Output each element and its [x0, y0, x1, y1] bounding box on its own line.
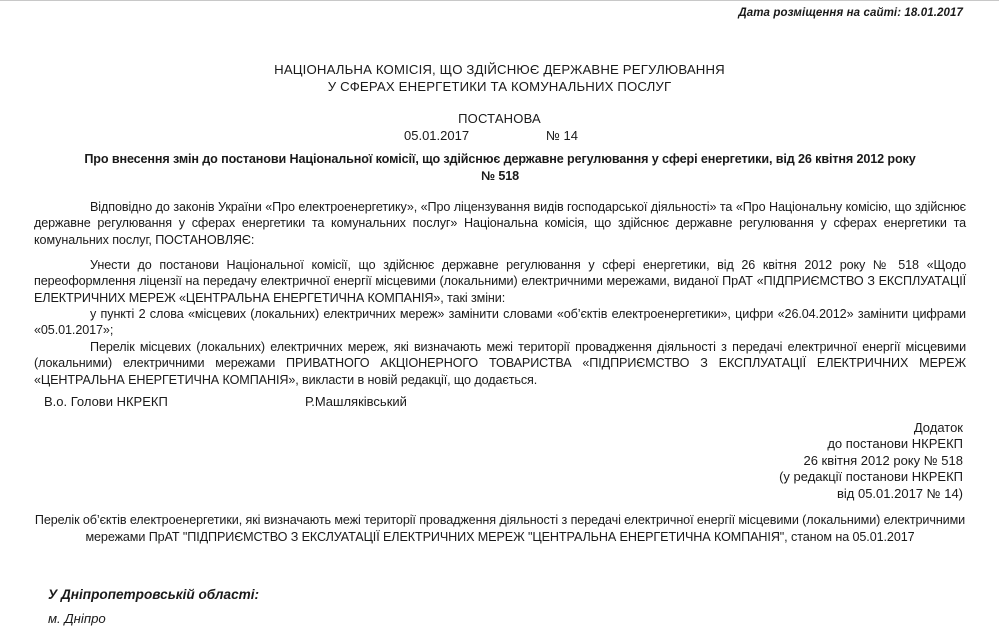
- appendix-reference-line-4: (у редакції постанови НКРЕКП: [779, 469, 963, 485]
- appendix-reference-line-2: до постанови НКРЕКП: [827, 436, 963, 452]
- body-paragraph-4: Перелік місцевих (локальних) електричних мереж, які визначають межі території провадження діяльності з передачі електричної енергії місцевими (локальними) електричними мережами ПРИВАТНОГО АКЦІОНЕРНОГО ТОВАРИСТВА «ПІДПРИЄМСТВО З ЕКСПЛУАТАЦІЇ ЕЛЕКТРИЧНИХ МЕРЕЖ «ЦЕНТРАЛЬНА ЕНЕРГЕТИЧНА КОМПАНІЯ», викласти в новій редакції, що додається.: [34, 340, 966, 387]
- appendix-reference-line-5: від 05.01.2017 № 14): [836, 485, 963, 501]
- document-subject-number: № 518: [481, 168, 519, 183]
- body-paragraph-1: Відповідно до законів України «Про електроенергетику», «Про ліцензування видів господарської діяльності» та «Про Національну комісію, що здійснює державне регулювання у сферах енергетики та комунальних послуг» Національна комісія, що здійснює державне регулювання у сферах енергетики та комунальних послуг, ПОСТАНОВЛЯЄ:: [34, 200, 966, 247]
- document-date: 05.01.2017: [404, 128, 470, 143]
- organization-title-line-2: У СФЕРАХ ЕНЕРГЕТИКИ ТА КОМУНАЛЬНИХ ПОСЛУГ: [327, 79, 672, 94]
- document-kind: ПОСТАНОВА: [458, 111, 541, 126]
- signatory-role: В.о. Голови НКРЕКП: [44, 394, 168, 409]
- organization-title-line-1: НАЦІОНАЛЬНА КОМІСІЯ, ЩО ЗДІЙСНЮЄ ДЕРЖАВНЕ РЕГУЛЮВАННЯ: [274, 62, 725, 77]
- appendix-reference-line-3: 26 квітня 2012 року № 518: [803, 452, 963, 468]
- city-name: м. Дніпро: [48, 611, 106, 626]
- body-paragraph-2: Унести до постанови Національної комісії, що здійснює державне регулювання у сфері енергетики, від 26 квітня 2012 року № 518 «Щодо переоформлення ліцензії на передачу електричної енергії місцевими (локальними) електричними мережами, виданої ПрАТ «ПІДПРИЄМСТВО З ЕКСПЛУАТАЦІЇ ЕЛЕКТРИЧНИХ МЕРЕЖ «ЦЕНТРАЛЬНА ЕНЕРГЕТИЧНА КОМПАНІЯ», такі зміни:: [34, 258, 966, 305]
- region-heading: У Дніпропетровській області:: [48, 587, 260, 602]
- appendix-reference: [560, 420, 963, 502]
- document-number: № 14: [546, 128, 579, 143]
- appendix-title-line-1: Перелік об’єктів електроенергетики, які визначають межі території провадження діяльності з передачі електричної енергії місцевими (локальними): [34, 513, 881, 527]
- appendix-title-line-3: станом на 05.01.2017: [791, 529, 915, 544]
- document-subject: [34, 151, 966, 184]
- appendix-title: [34, 512, 966, 545]
- signatory-name: Р.Машляківський: [305, 394, 407, 409]
- appendix-reference-line-1: Додаток: [913, 420, 963, 435]
- document-subject-line-1: Про внесення змін до постанови Національної комісії, що здійснює державне регулювання у сфері енергетики, від 26 квітня 2012 року: [84, 152, 916, 166]
- appendix-title-line-2: електричними мережами ПрАТ "ПІДПРИЄМСТВО З ЕКСЛУАТАЦІЇ ЕЛЕКТРИЧНИХ МЕРЕЖ "ЦЕНТРАЛЬНА ЕНЕРГЕТИЧНА КОМПАНІЯ",: [85, 513, 966, 544]
- organization-title: [0, 61, 999, 95]
- body-paragraph-3: у пункті 2 слова «місцевих (локальних) електричних мереж» замінити словами «об’єктів електроенергетики», цифри «26.04.2012» замінити цифрами «05.01.2017»;: [34, 307, 966, 338]
- site-publication-date: Дата розміщення на сайті: 18.01.2017: [738, 7, 963, 19]
